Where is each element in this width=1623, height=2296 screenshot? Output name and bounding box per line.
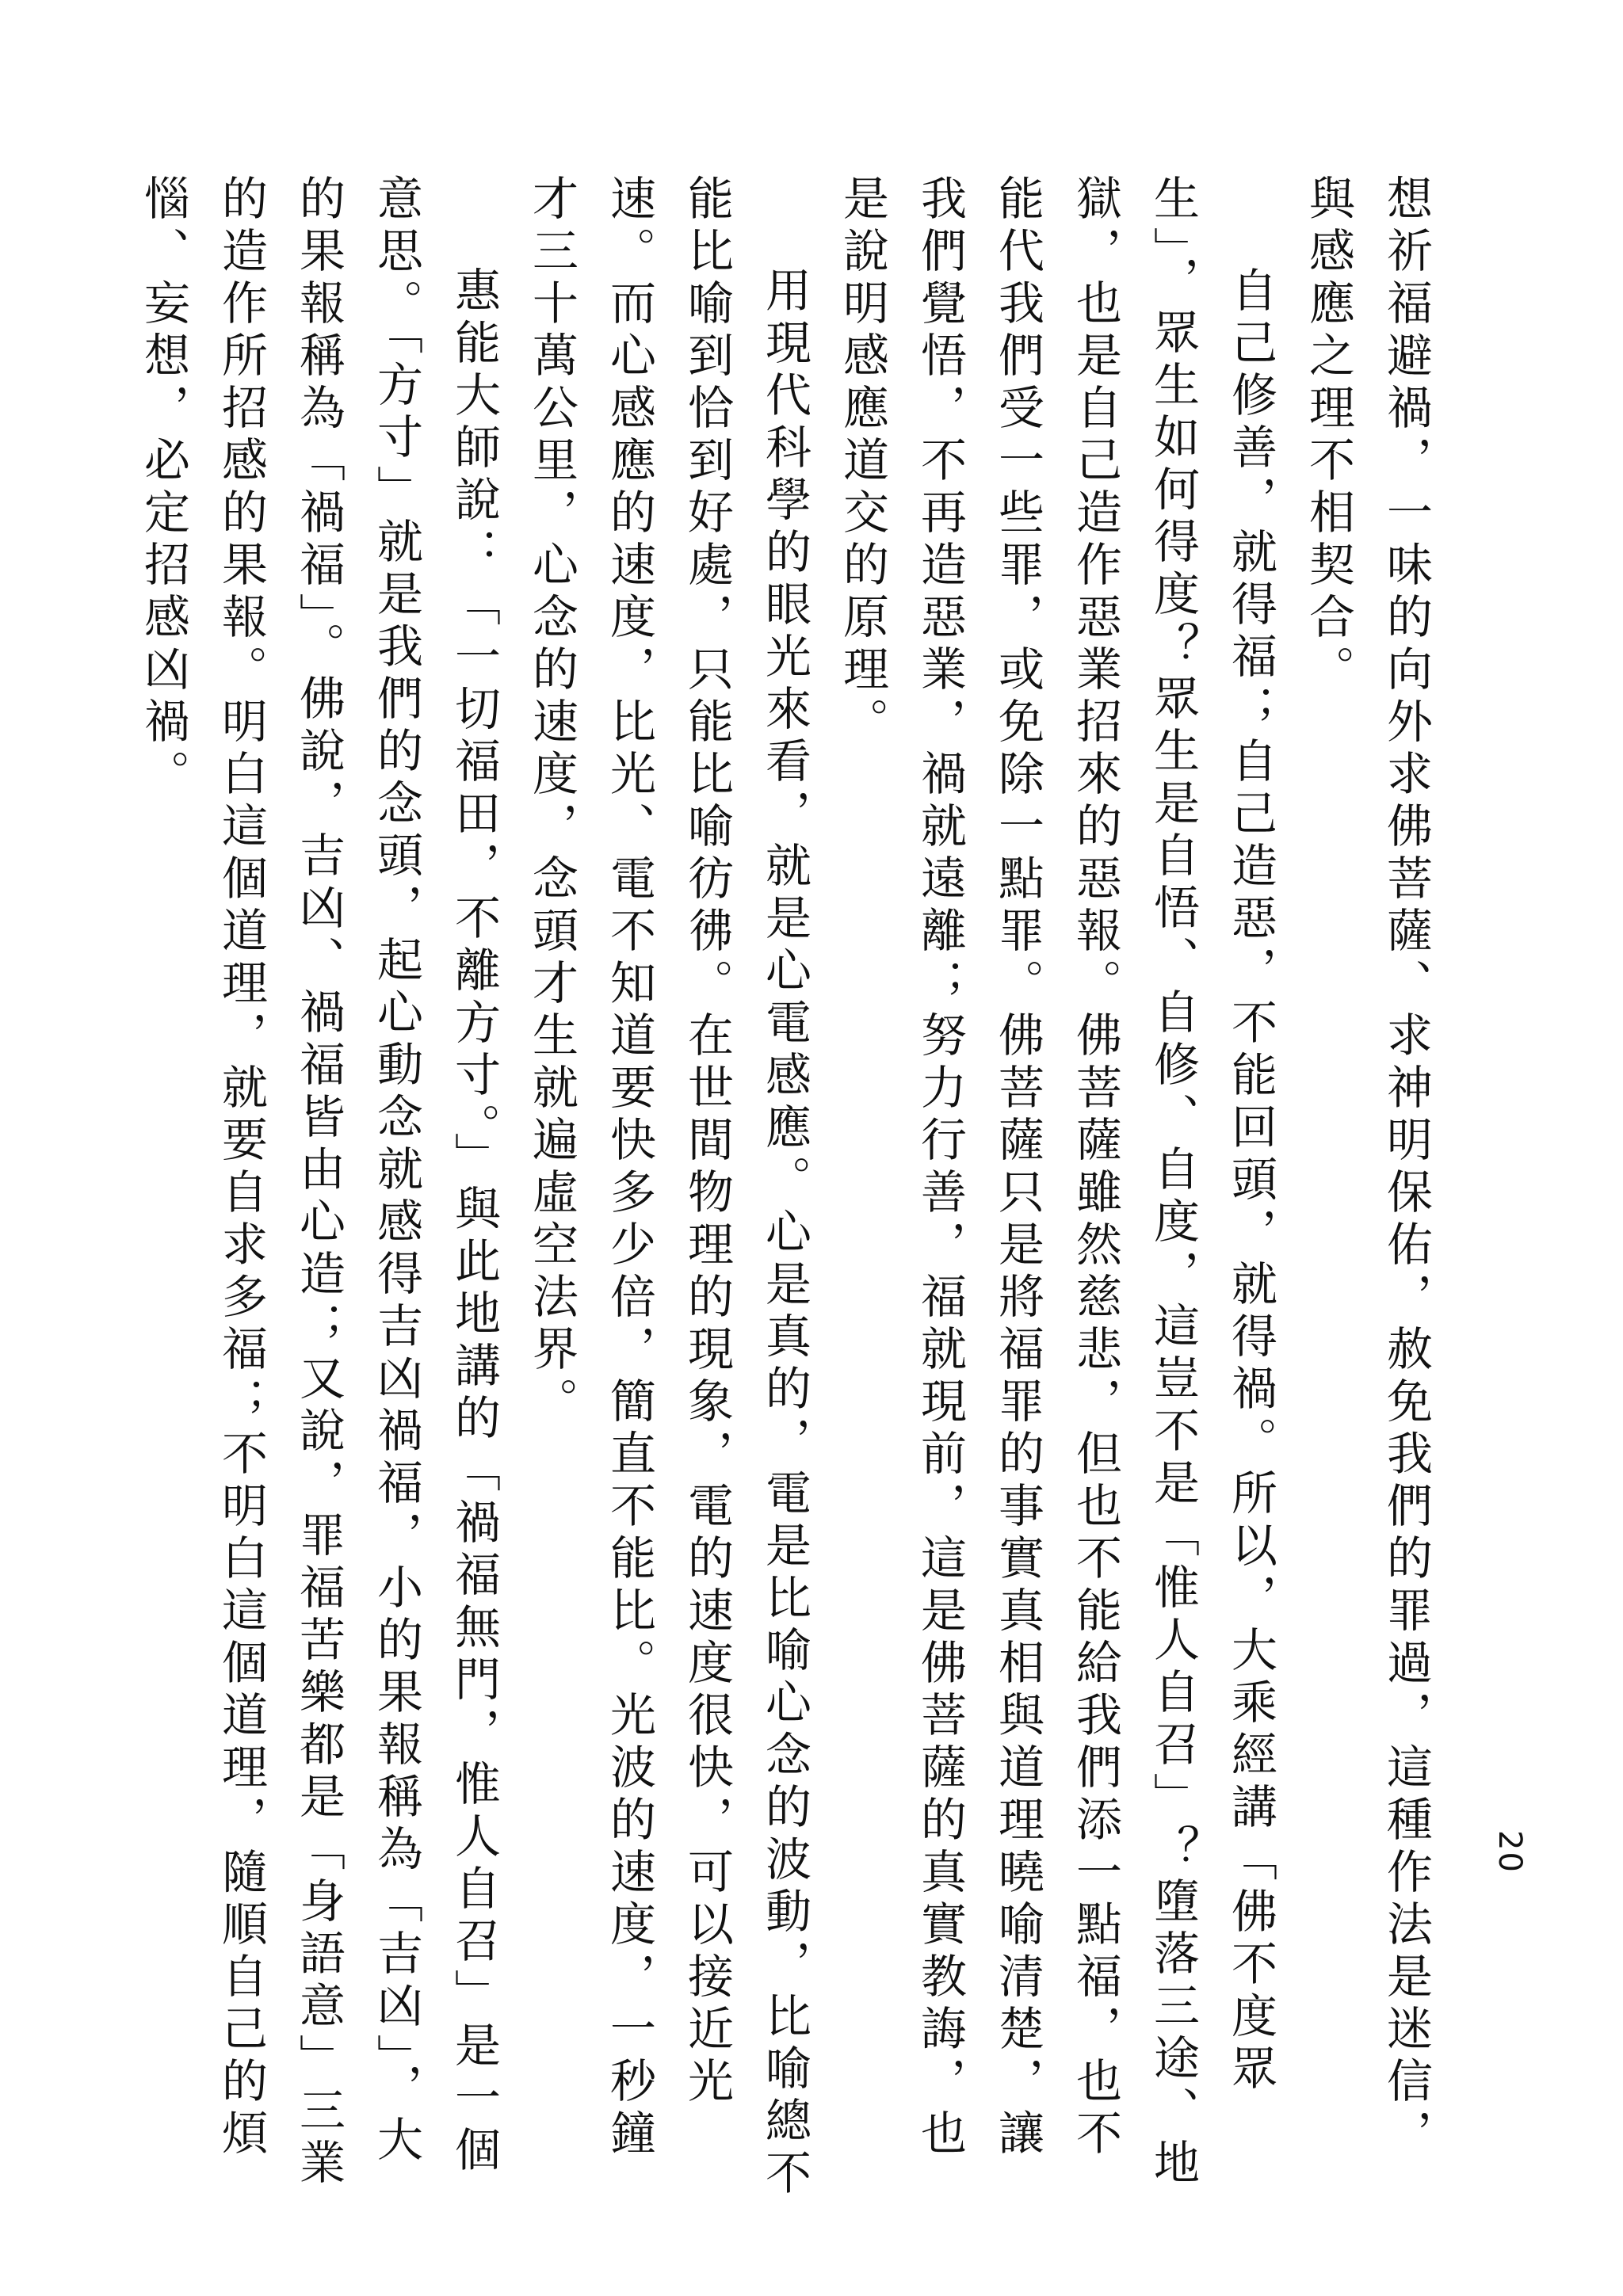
paragraph-4: 惠能大師說：「一切福田，不離方寸。」與此地講的「禍福無門，惟人自召」是一個意思。「方寸」就是我們的念頭，起心動念就感得吉凶禍福，小的果報稱為「吉凶」，大的果報稱為「禍福」。佛說，吉凶、禍福皆由心造；又說，罪福苦樂都是「身語意」三業的造作所招感的果報。明白這個道理，就要自求多福；不明白這個道理，隨順自己的煩惱、妄想，必定招感凶禍。 — [136, 174, 501, 2191]
paragraph-3: 用現代科學的眼光來看，就是心電感應。心是真的，電是比喻心念的波動，比喻總不能比喻到恰到好處，只能比喻彷彿。在世間物理的現象，電的速度很快，可以接近光速。而心感應的速度，比光、電不知道要快多少倍，簡直不能比。光波的速度，一秒鐘才三十萬公里，心念的速度，念頭才生就遍虛空法界。 — [525, 174, 812, 2201]
paragraph-2: 自己修善，就得福；自己造惡，不能回頭，就得禍。所以，大乘經講「佛不度眾生」，眾生如何得度？眾生是自悟、自修、自度，這豈不是「惟人自召」？墮落三途、地獄，也是自己造作惡業招來的惡報。佛菩薩雖然慈悲，但也不能給我們添一點福，也不能代我們受一些罪，或免除一點罪。佛菩薩只是將福罪的事實真相與道理曉喻清楚，讓我們覺悟，不再造惡業，禍就遠離；努力行善，福就現前，這是佛菩薩的真實教誨，也是說明感應道交的原理。 — [835, 174, 1277, 2191]
body-text — [124, 174, 1445, 2203]
paragraph-1: 想祈福避禍，一味的向外求佛菩薩、求神明保佑，赦免我們的罪過，這種作法是迷信，與感應之理不相契合。 — [1301, 174, 1433, 2161]
page-number: 20 — [1491, 1830, 1528, 1874]
